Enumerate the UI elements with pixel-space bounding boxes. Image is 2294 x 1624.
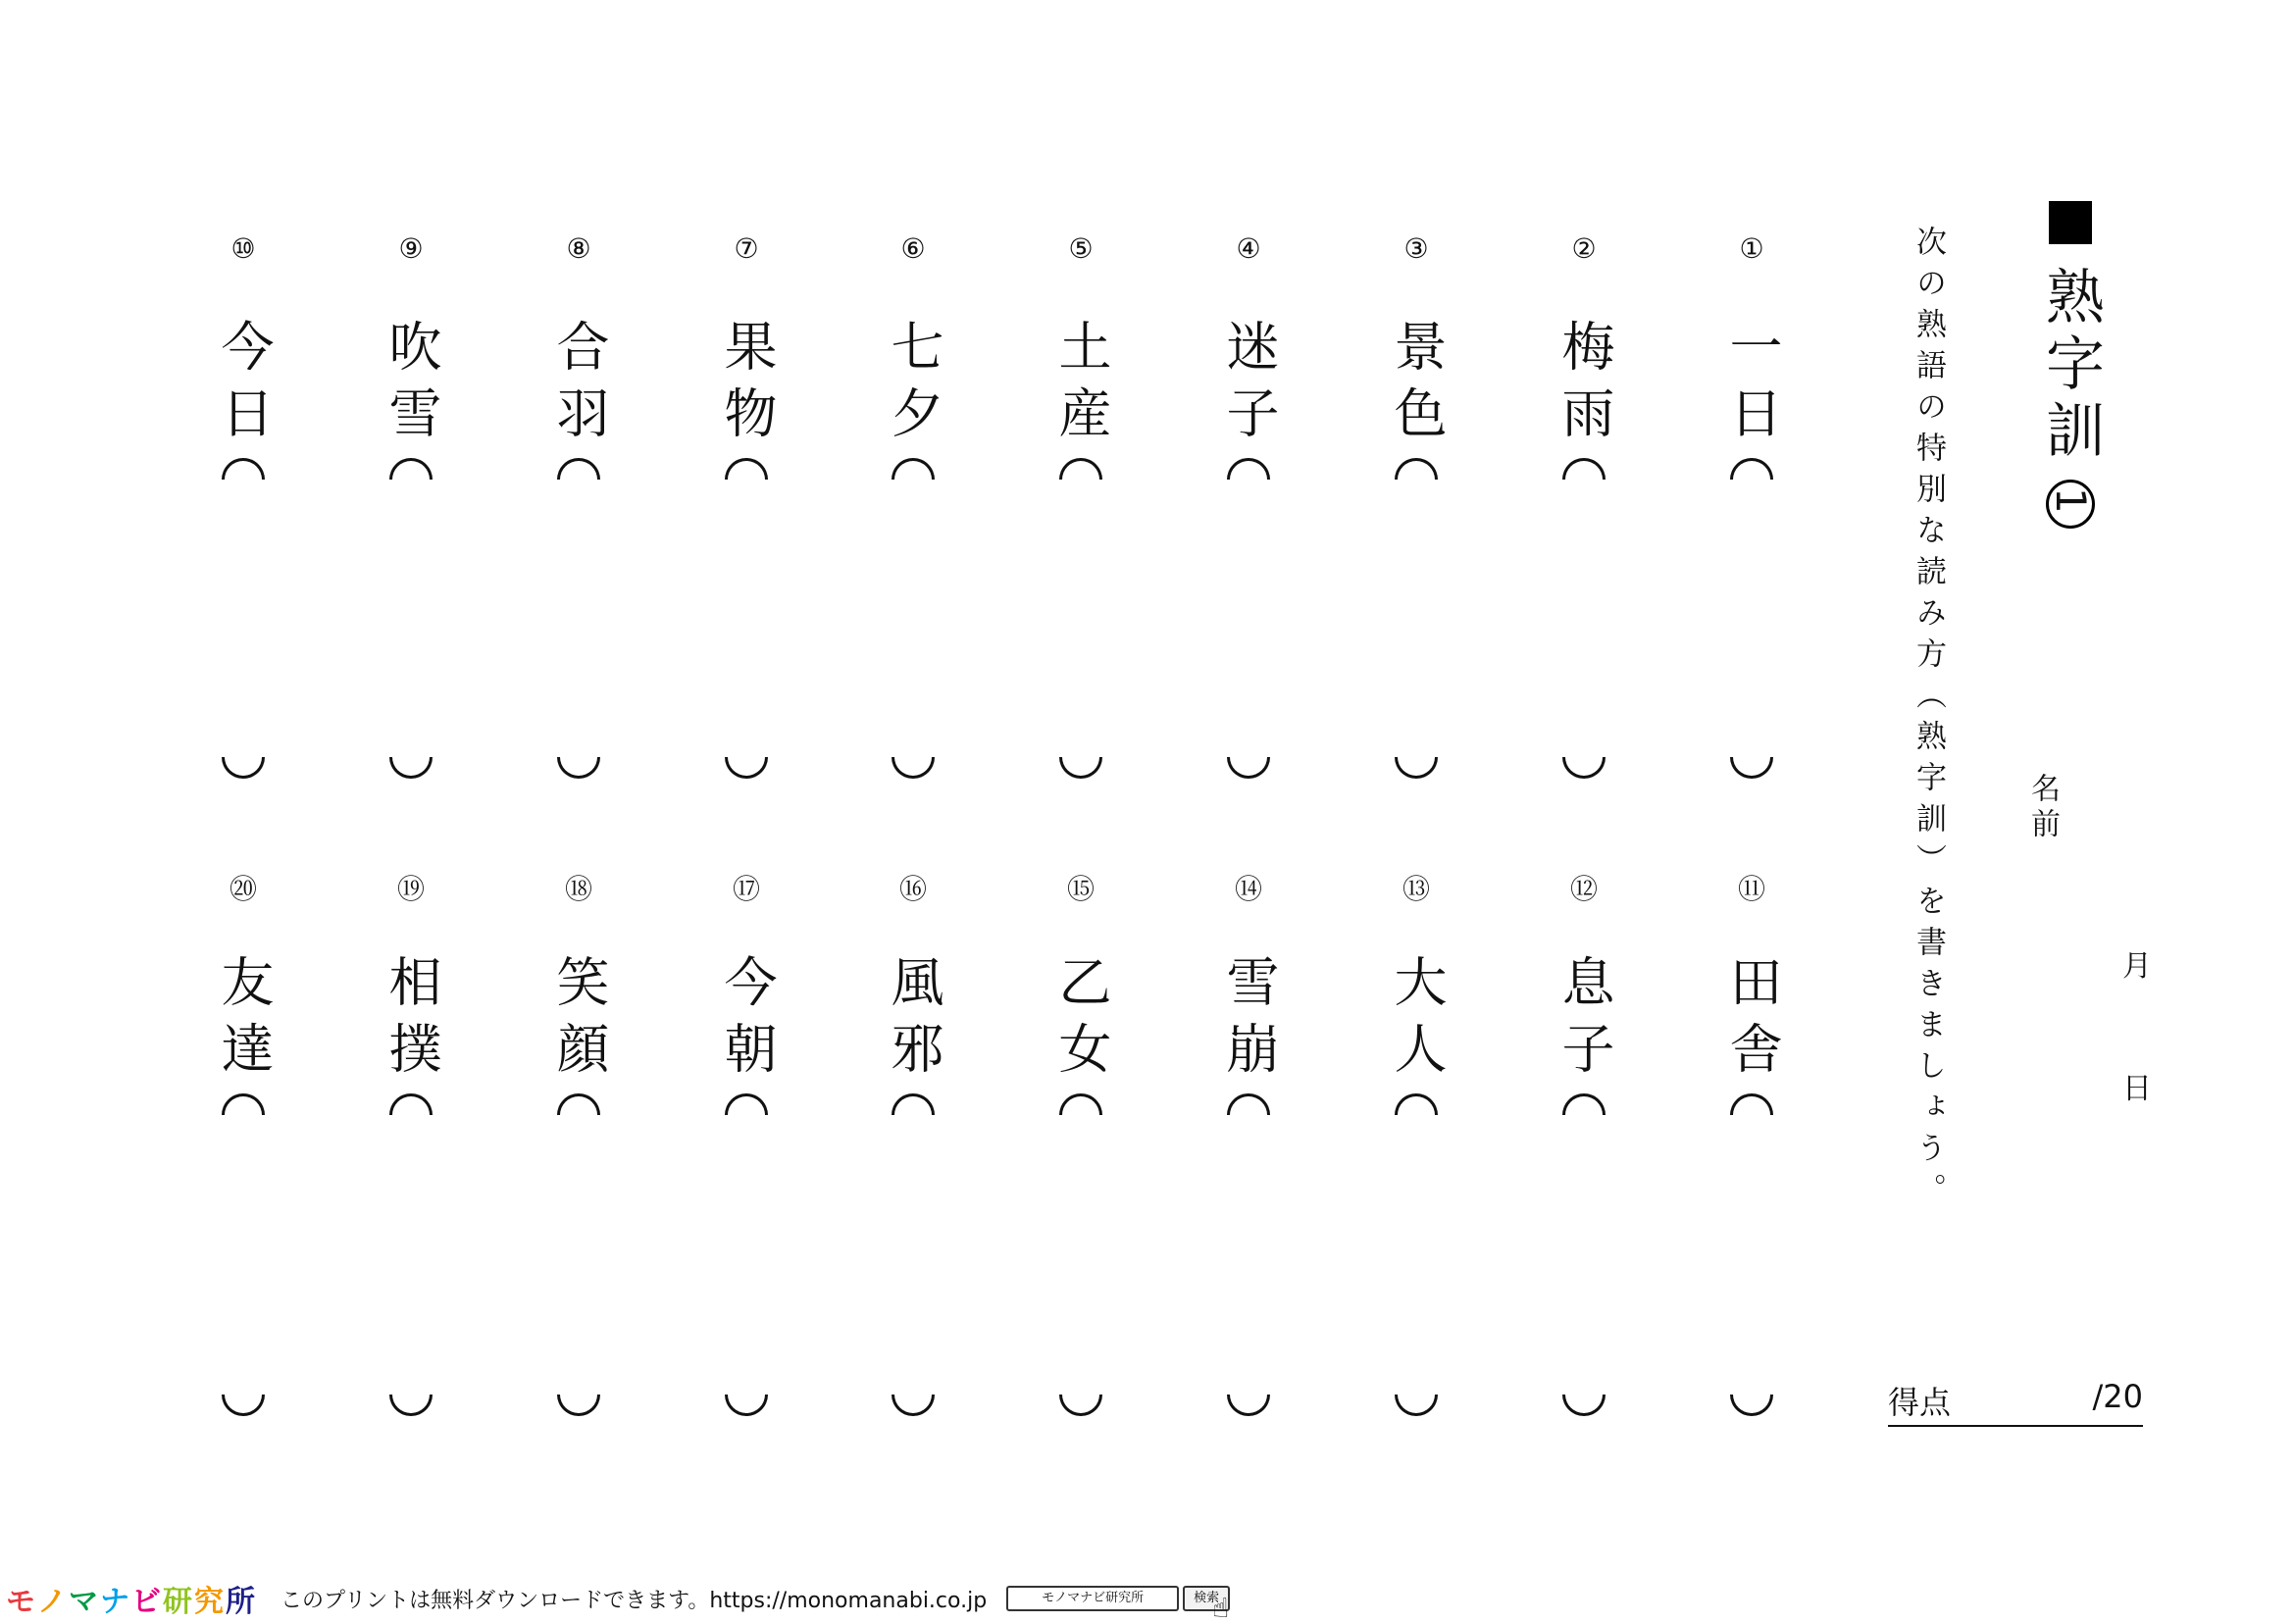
question-item [1545,868,1623,1424]
question-item [1377,868,1455,1424]
answer-paren-open [1227,458,1270,480]
question-number: ⑱ [564,873,592,905]
answer-paren-open [557,1093,600,1115]
question-word: 風邪 [883,954,944,1088]
question-item [707,868,786,1424]
question-number: ⑥ [900,232,926,265]
answer-paren-open [1059,1093,1102,1115]
question-item [707,232,786,787]
question-item [1042,868,1120,1424]
answer-paren-close [1730,1395,1773,1416]
question-number: ⑯ [898,873,927,905]
answer-paren-open [725,458,768,480]
question-item [204,868,282,1424]
question-word: 梅雨 [1554,319,1615,452]
footer [6,1579,1230,1624]
answer-paren-close [725,757,768,779]
answer-paren-open [725,1093,768,1115]
question-item [874,232,952,787]
question-number: ⑰ [732,873,760,905]
question-word: 息子 [1554,954,1615,1088]
logo-letter: 所 [226,1585,257,1619]
question-word: 一日 [1721,319,1783,452]
day-label: 日 [2122,1072,2152,1106]
score-field [1888,1378,2143,1427]
question-number: ⑦ [734,232,759,265]
answer-paren-open [1395,458,1438,480]
name-label: 名前 [2025,773,2060,843]
logo-letter: ノ [37,1585,69,1619]
question-number: ⑫ [1569,873,1598,905]
answer-paren-close [1395,757,1438,779]
footer-text: このプリントは無料ダウンロードできます。https://monomanabi.co.jp [280,1588,988,1613]
question-number: ⑲ [396,873,425,905]
score-total: /20 [2092,1378,2143,1415]
question-word: 友達 [213,954,275,1088]
question-word: 吹雪 [381,319,442,452]
question-item [372,868,450,1424]
question-number: ② [1571,232,1597,265]
answer-paren-open [389,1093,433,1115]
month-label: 月 [2122,949,2152,984]
answer-paren-close [389,757,433,779]
search-button[interactable]: 検索 [1183,1586,1230,1611]
search-input[interactable]: モノマナビ研究所 [1006,1586,1179,1611]
answer-paren-close [1059,1395,1102,1416]
answer-paren-open [1562,458,1606,480]
question-item [539,232,618,787]
answer-paren-close [222,757,265,779]
question-word: 合羽 [548,319,610,452]
logo-letter: 研 [163,1585,194,1619]
score-label: 得点 [1888,1384,1952,1421]
logo-letter: 究 [194,1585,226,1619]
answer-paren-open [1059,458,1102,480]
logo-letter: モ [6,1585,37,1619]
question-word: 雪崩 [1218,954,1280,1088]
question-item [204,232,282,787]
question-item [1042,232,1120,787]
answer-paren-close [1059,757,1102,779]
question-item [1377,232,1455,787]
title-text: 熟字訓 [2036,266,2105,466]
question-word: 果物 [716,319,778,452]
answer-paren-open [222,1093,265,1115]
question-word: 笑顔 [548,954,610,1088]
answer-paren-open [1395,1093,1438,1115]
answer-paren-close [1562,1395,1606,1416]
question-number: ⑪ [1737,873,1765,905]
question-number: ⑨ [398,232,424,265]
answer-paren-open [892,1093,935,1115]
question-number: ⑩ [230,232,256,265]
answer-paren-close [1227,757,1270,779]
answer-paren-close [222,1395,265,1416]
question-item [539,868,618,1424]
question-number: ⑳ [229,873,257,905]
answer-paren-close [725,1395,768,1416]
instruction-text: 次の熟語の特別な読み方（熟字訓）を書きましょう。 [1911,226,1946,1214]
answer-paren-close [557,757,600,779]
answer-paren-close [892,757,935,779]
question-word: 今朝 [716,954,778,1088]
question-word: 相撲 [381,954,442,1088]
pointer-hand-icon: ☝ [1212,1591,1230,1624]
answer-paren-open [389,458,433,480]
question-number: ④ [1236,232,1261,265]
question-word: 土産 [1050,319,1112,452]
answer-paren-open [557,458,600,480]
answer-paren-close [557,1395,600,1416]
question-word: 迷子 [1218,319,1280,452]
worksheet-title [2036,201,2105,529]
logo-letter: マ [69,1585,100,1619]
answer-paren-close [1730,757,1773,779]
answer-paren-close [1562,757,1606,779]
question-number: ① [1739,232,1764,265]
question-item [1712,868,1791,1424]
question-item [874,868,952,1424]
worksheet-number: 1 [2046,480,2095,529]
question-word: 景色 [1386,319,1448,452]
question-number: ⑬ [1402,873,1430,905]
question-item [372,232,450,787]
question-item [1545,232,1623,787]
answer-paren-open [892,458,935,480]
question-item [1712,232,1791,787]
question-word: 乙女 [1050,954,1112,1088]
answer-paren-close [892,1395,935,1416]
question-number: ③ [1403,232,1429,265]
question-item [1209,868,1288,1424]
answer-paren-open [1562,1093,1606,1115]
question-number: ⑧ [566,232,591,265]
answer-paren-open [1730,458,1773,480]
answer-paren-open [222,458,265,480]
answer-paren-close [1395,1395,1438,1416]
site-logo [6,1577,257,1620]
question-word: 大人 [1386,954,1448,1088]
logo-letter: ナ [100,1585,131,1619]
answer-paren-close [389,1395,433,1416]
answer-paren-open [1730,1093,1773,1115]
question-number: ⑤ [1068,232,1094,265]
square-icon [2049,201,2092,244]
question-number: ⑮ [1066,873,1095,905]
logo-letter: ビ [131,1585,163,1619]
answer-paren-close [1227,1395,1270,1416]
question-word: 今日 [213,319,275,452]
answer-paren-open [1227,1093,1270,1115]
question-number: ⑭ [1234,873,1262,905]
question-word: 七夕 [883,319,944,452]
question-word: 田舎 [1721,954,1783,1088]
question-item [1209,232,1288,787]
